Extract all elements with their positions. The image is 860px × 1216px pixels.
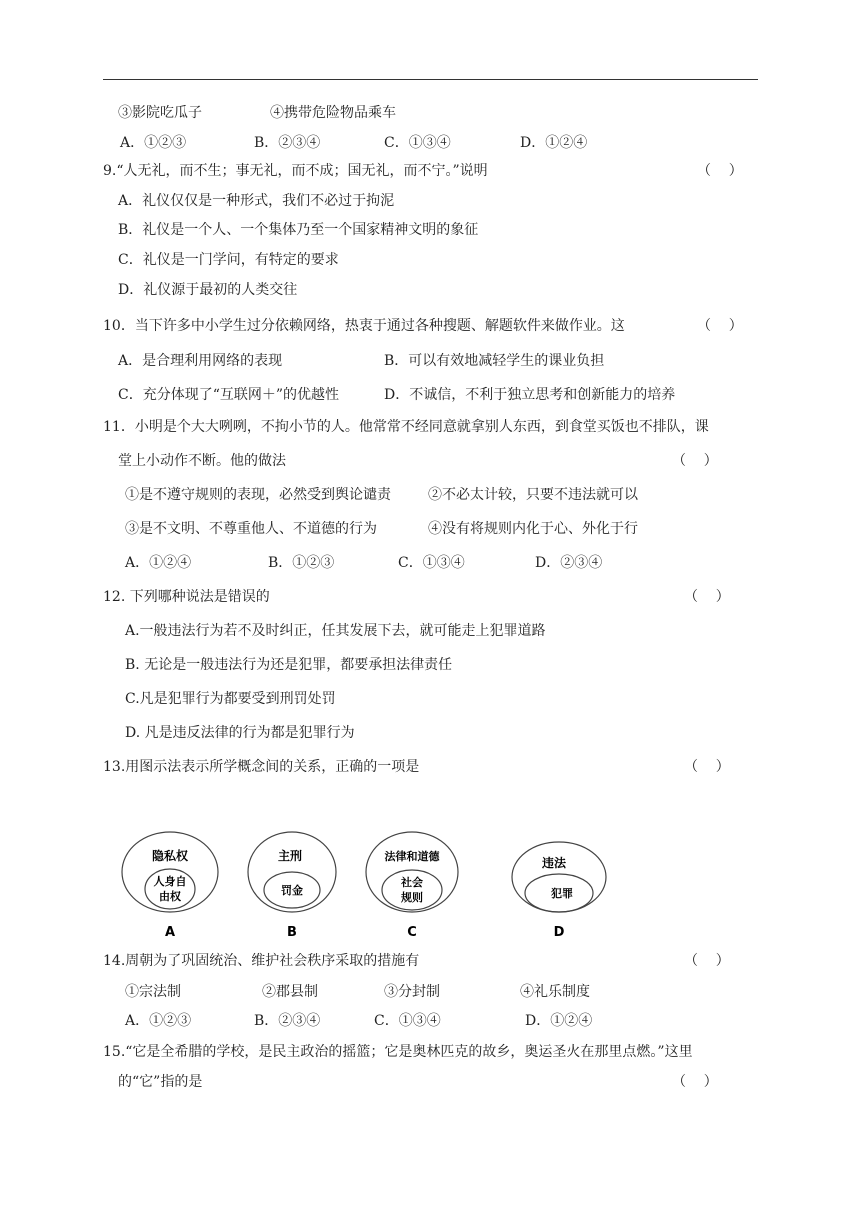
diagram-c[interactable] xyxy=(366,832,458,940)
diagram-d[interactable] xyxy=(512,842,606,940)
q9-answer-paren[interactable]: （ ） xyxy=(697,163,743,179)
q14-option-3: ③分封制 xyxy=(384,984,440,1000)
q13-answer-paren[interactable]: （ ） xyxy=(684,759,730,775)
diagram-a-inner-label-1: 人身自 xyxy=(153,875,187,888)
diagram-b-outer-label: 主刑 xyxy=(277,849,303,863)
q8-option-3: ③影院吃瓜子 xyxy=(118,105,202,121)
q11-stem-line1: 11．小明是个大大咧咧，不拘小节的人。他常常不经同意就拿别人东西，到食堂买饭也不排队，课 xyxy=(103,419,709,435)
q9-choice-a[interactable]: A．礼仪仅仅是一种形式，我们不必过于拘泥 xyxy=(118,193,395,209)
q9-stem: 9.“人无礼，而不生；事无礼，而不成；国无礼，而不宁。”说明 xyxy=(103,163,488,179)
q14-choice-b[interactable]: B．②③④ xyxy=(254,1013,321,1029)
q14-choice-c[interactable]: C．①③④ xyxy=(374,1013,441,1029)
q12-choice-c[interactable]: C.凡是犯罪行为都要受到刑罚处罚 xyxy=(125,691,336,707)
diagram-c-letter: C xyxy=(407,925,417,940)
q12-stem: 12. 下列哪种说法是错误的 xyxy=(103,589,270,605)
diagram-b-inner-label: 罚金 xyxy=(281,884,303,897)
q9-choice-d[interactable]: D．礼仪源于最初的人类交往 xyxy=(118,282,298,298)
q14-answer-paren[interactable]: （ ） xyxy=(684,953,730,969)
q15-stem-line2: 的“它”指的是 xyxy=(118,1074,203,1090)
q13-stem: 13.用图示法表示所学概念间的关系，正确的一项是 xyxy=(103,759,420,775)
q13-venn-diagrams xyxy=(112,822,632,947)
q14-choice-a[interactable]: A．①②③ xyxy=(125,1013,192,1029)
q11-choice-d[interactable]: D．②③④ xyxy=(535,555,603,571)
q10-choice-b[interactable]: B．可以有效地减轻学生的课业负担 xyxy=(384,353,605,369)
q12-choice-a[interactable]: A.一般违法行为若不及时纠正，任其发展下去，就可能走上犯罪道路 xyxy=(125,623,546,639)
diagram-d-outer-label: 违法 xyxy=(541,856,567,870)
q10-choice-d[interactable]: D．不诚信，不利于独立思考和创新能力的培养 xyxy=(384,387,676,403)
q9-choice-c[interactable]: C．礼仪是一门学问，有特定的要求 xyxy=(118,252,339,268)
q11-answer-paren[interactable]: （ ） xyxy=(672,453,718,469)
diagram-d-inner-label: 犯罪 xyxy=(551,887,573,900)
diagram-d-letter: D xyxy=(553,925,565,940)
q14-option-4: ④礼乐制度 xyxy=(520,984,590,1000)
q8-choice-d[interactable]: D．①②④ xyxy=(520,135,588,151)
q11-option-1: ①是不遵守规则的表现，必然受到舆论谴责 xyxy=(125,487,391,503)
q14-option-1: ①宗法制 xyxy=(125,984,181,1000)
diagram-b[interactable] xyxy=(248,832,336,940)
q8-option-4: ④携带危险物品乘车 xyxy=(270,105,396,121)
q10-answer-paren[interactable]: （ ） xyxy=(697,318,743,334)
q9-choice-b[interactable]: B．礼仪是一个人、一个集体乃至一个国家精神文明的象征 xyxy=(118,222,479,238)
q14-stem: 14.周朝为了巩固统治、维护社会秩序采取的措施有 xyxy=(103,953,420,969)
q10-stem: 10．当下许多中小学生过分依赖网络，热衷于通过各种搜题、解题软件来做作业。这 xyxy=(103,318,625,334)
q11-option-3: ③是不文明、不尊重他人、不道德的行为 xyxy=(125,521,377,537)
header-rule xyxy=(103,79,758,80)
q11-stem-line2: 堂上小动作不断。他的做法 xyxy=(118,453,286,469)
q8-choice-c[interactable]: C．①③④ xyxy=(384,135,451,151)
diagram-a-letter: A xyxy=(164,925,176,940)
q12-choice-d[interactable]: D. 凡是违反法律的行为都是犯罪行为 xyxy=(125,725,355,741)
q11-option-4: ④没有将规则内化于心、外化于行 xyxy=(428,521,638,537)
diagram-c-inner-label-1: 社会 xyxy=(401,876,423,889)
q12-answer-paren[interactable]: （ ） xyxy=(684,589,730,605)
q11-choice-a[interactable]: A．①②④ xyxy=(125,555,192,571)
diagram-c-inner-label-2: 规则 xyxy=(401,891,423,904)
q11-choice-c[interactable]: C．①③④ xyxy=(398,555,465,571)
q10-choice-a[interactable]: A．是合理利用网络的表现 xyxy=(118,353,283,369)
diagram-c-outer-label: 法律和道德 xyxy=(384,850,440,863)
diagram-a-inner-label-2: 由权 xyxy=(159,890,181,903)
diagram-a[interactable] xyxy=(122,832,218,940)
q11-choice-b[interactable]: B．①②③ xyxy=(268,555,335,571)
q8-choice-b[interactable]: B．②③④ xyxy=(254,135,321,151)
diagram-a-outer-label: 隐私权 xyxy=(151,849,189,863)
q15-stem-line1: 15.“它是全希腊的学校，是民主政治的摇篮；它是奥林匹克的故乡，奥运圣火在那里点燃。”这里 xyxy=(103,1044,693,1060)
q11-option-2: ②不必太计较，只要不违法就可以 xyxy=(428,487,638,503)
q10-choice-c[interactable]: C．充分体现了“互联网＋”的优越性 xyxy=(118,387,340,403)
diagram-b-letter: B xyxy=(287,925,297,940)
q15-answer-paren[interactable]: （ ） xyxy=(672,1074,718,1090)
q8-choice-a[interactable]: A．①②③ xyxy=(120,135,187,151)
q12-choice-b[interactable]: B. 无论是一般违法行为还是犯罪，都要承担法律责任 xyxy=(125,657,453,673)
q14-option-2: ②郡县制 xyxy=(262,984,318,1000)
q14-choice-d[interactable]: D．①②④ xyxy=(525,1013,593,1029)
